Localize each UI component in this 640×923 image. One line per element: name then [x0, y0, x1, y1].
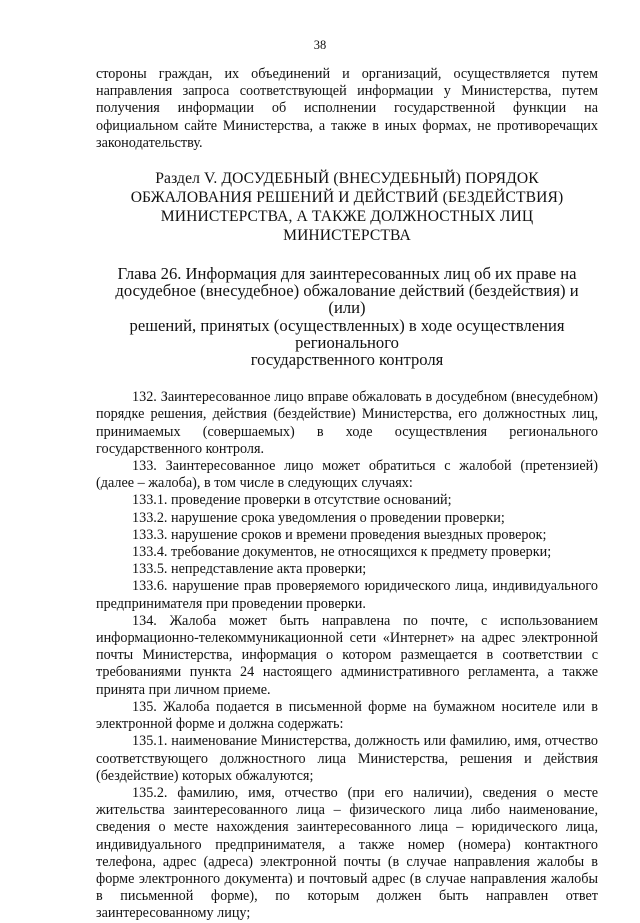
paragraph-133-2: 133.2. нарушение срока уведомления о проведении проверки; [132, 509, 505, 526]
page-number: 38 [313, 38, 327, 52]
paragraph-135-1: 135.1. наименование Министерства, должность или фамилию, имя, отчество соответствующего должностного лица Министерства, решения и действия (бездействие) которых обжалуются; [96, 733, 598, 784]
page-content [96, 66, 598, 923]
intro-paragraph: стороны граждан, их объединений и организаций, осуществляется путем направления запроса соответствующей информации у Министерства, путем получения информации об исполнении государственной функции на официальном сайте Министерства, а также в иных формах, не противоречащих законодательству. [96, 66, 598, 151]
chapter-title-line: государственного контроля [250, 350, 444, 370]
paragraph-133-1: 133.1. проведение проверки в отсутствие оснований; [132, 492, 452, 509]
section-title-line: МИНИСТЕРСТВА, А ТАКЖЕ ДОЛЖНОСТНЫХ ЛИЦ МИНИСТЕРСТВА [160, 208, 534, 245]
paragraph-135: 135. Жалоба подается в письменной форме на бумажном носителе или в электронной форме и должна содержать: [96, 698, 598, 733]
paragraph-133-5: 133.5. непредставление акта проверки; [132, 561, 367, 578]
chapter-title-line: решений, принятых (осуществленных) в ходе осуществления регионального [129, 315, 565, 352]
section-title-line: Раздел V. ДОСУДЕБНЫЙ (ВНЕСУДЕБНЫЙ) ПОРЯДОК [155, 170, 539, 188]
paragraph-133-3: 133.3. нарушение сроков и времени проведения выездных проверок; [132, 526, 547, 543]
chapter-title [96, 265, 598, 368]
paragraph-133-4: 133.4. требование документов, не относящихся к предмету проверки; [132, 544, 552, 561]
section-title-line: ОБЖАЛОВАНИЯ РЕШЕНИЙ И ДЕЙСТВИЙ (БЕЗДЕЙСТВИЯ) [130, 189, 564, 207]
section-title [96, 169, 598, 245]
chapter-title-line: досудебное (внесудебное) обжалование действий (бездействия) и (или) [115, 281, 579, 318]
paragraph-134: 134. Жалоба может быть направлена по почте, с использованием информационно-телекоммуникационной сети «Интернет» на адрес электронной почты Министерства, информация о котором размещается в соответствии с требованиями пункта 24 настоящего административного регламента, а также принята при личном приеме. [96, 612, 598, 698]
body-paragraphs [96, 389, 598, 922]
paragraph-132: 132. Заинтересованное лицо вправе обжаловать в досудебном (внесудебном) порядке решения, действия (бездействие) Министерства, его должностных лиц, принимаемых (совершаемых) в ходе осуществления регионального государственного контроля. [96, 389, 598, 457]
paragraph-133: 133. Заинтересованное лицо может обратиться с жалобой (претензией) (далее – жалоба), в том числе в следующих случаях: [96, 458, 598, 492]
paragraph-133-6: 133.6. нарушение прав проверяемого юридического лица, индивидуального предпринимателя при проведении проверки. [96, 578, 598, 612]
paragraph-135-2: 135.2. фамилию, имя, отчество (при его наличии), сведения о месте жительства заинтересованного лица – физического лица либо наименование, сведения о месте нахождения заинтересованного лица – юридического лица, индивидуального предпринимателя, а также номер (номера) контактного телефона, адрес (адреса) электронной почты (в случае направления жалобы в форме электронного документа) и почтовый адрес (в случае направления жалобы в письменной форме), по которым должен быть направлен ответ заинтересованному лицу; [96, 784, 598, 922]
chapter-title-line: Глава 26. Информация для заинтересованных лиц об их праве на [117, 264, 577, 284]
